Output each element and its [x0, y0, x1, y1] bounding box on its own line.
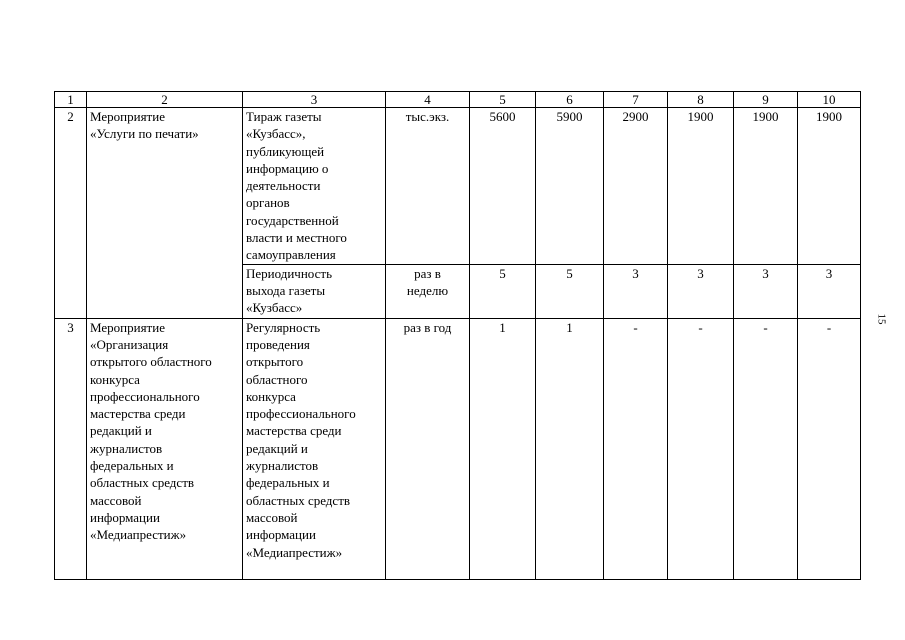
unit-cell: раз в неделю [386, 264, 470, 318]
value-cell: 1900 [668, 108, 734, 265]
header-cell: 6 [536, 92, 604, 108]
value-cell: 3 [604, 264, 668, 318]
indicator-cell: Периодичность выхода газеты «Кузбасс» [243, 264, 386, 318]
value-cell: - [798, 318, 861, 579]
row-number: 3 [55, 318, 87, 579]
header-cell: 3 [243, 92, 386, 108]
row-number: 2 [55, 108, 87, 319]
value-cell: - [668, 318, 734, 579]
value-cell: - [604, 318, 668, 579]
unit-cell: раз в год [386, 318, 470, 579]
value-cell: 5900 [536, 108, 604, 265]
value-cell: 3 [798, 264, 861, 318]
header-cell: 4 [386, 92, 470, 108]
header-cell: 8 [668, 92, 734, 108]
indicators-table [54, 91, 861, 580]
header-cell: 2 [87, 92, 243, 108]
value-cell: 5 [536, 264, 604, 318]
value-cell: - [734, 318, 798, 579]
event-cell: Мероприятие «Организация открытого областного конкурса профессионального мастерства среди редакций и журналистов федеральных и областных средств массовой информации «Медиапрестиж» [87, 318, 243, 579]
indicator-cell: Регулярность проведения открытого областного конкурса профессионального мастерства среди редакций и журналистов федеральных и областных средств массовой информации «Медиапрестиж» [243, 318, 386, 579]
value-cell: 1900 [734, 108, 798, 265]
header-cell: 1 [55, 92, 87, 108]
value-cell: 1 [470, 318, 536, 579]
header-cell: 7 [604, 92, 668, 108]
event-cell: Мероприятие «Услуги по печати» [87, 108, 243, 319]
value-cell: 3 [668, 264, 734, 318]
unit-cell: тыс.экз. [386, 108, 470, 265]
page-number: 15 [875, 313, 888, 325]
value-cell: 1900 [798, 108, 861, 265]
table-row [55, 108, 861, 265]
value-cell: 2900 [604, 108, 668, 265]
header-cell: 10 [798, 92, 861, 108]
indicator-cell: Тираж газеты «Кузбасс», публикующей информацию о деятельности органов государственной власти и местного самоуправления [243, 108, 386, 265]
value-cell: 5600 [470, 108, 536, 265]
table-row [55, 318, 861, 579]
column-number-row [55, 92, 861, 108]
value-cell: 5 [470, 264, 536, 318]
value-cell: 3 [734, 264, 798, 318]
header-cell: 9 [734, 92, 798, 108]
header-cell: 5 [470, 92, 536, 108]
value-cell: 1 [536, 318, 604, 579]
